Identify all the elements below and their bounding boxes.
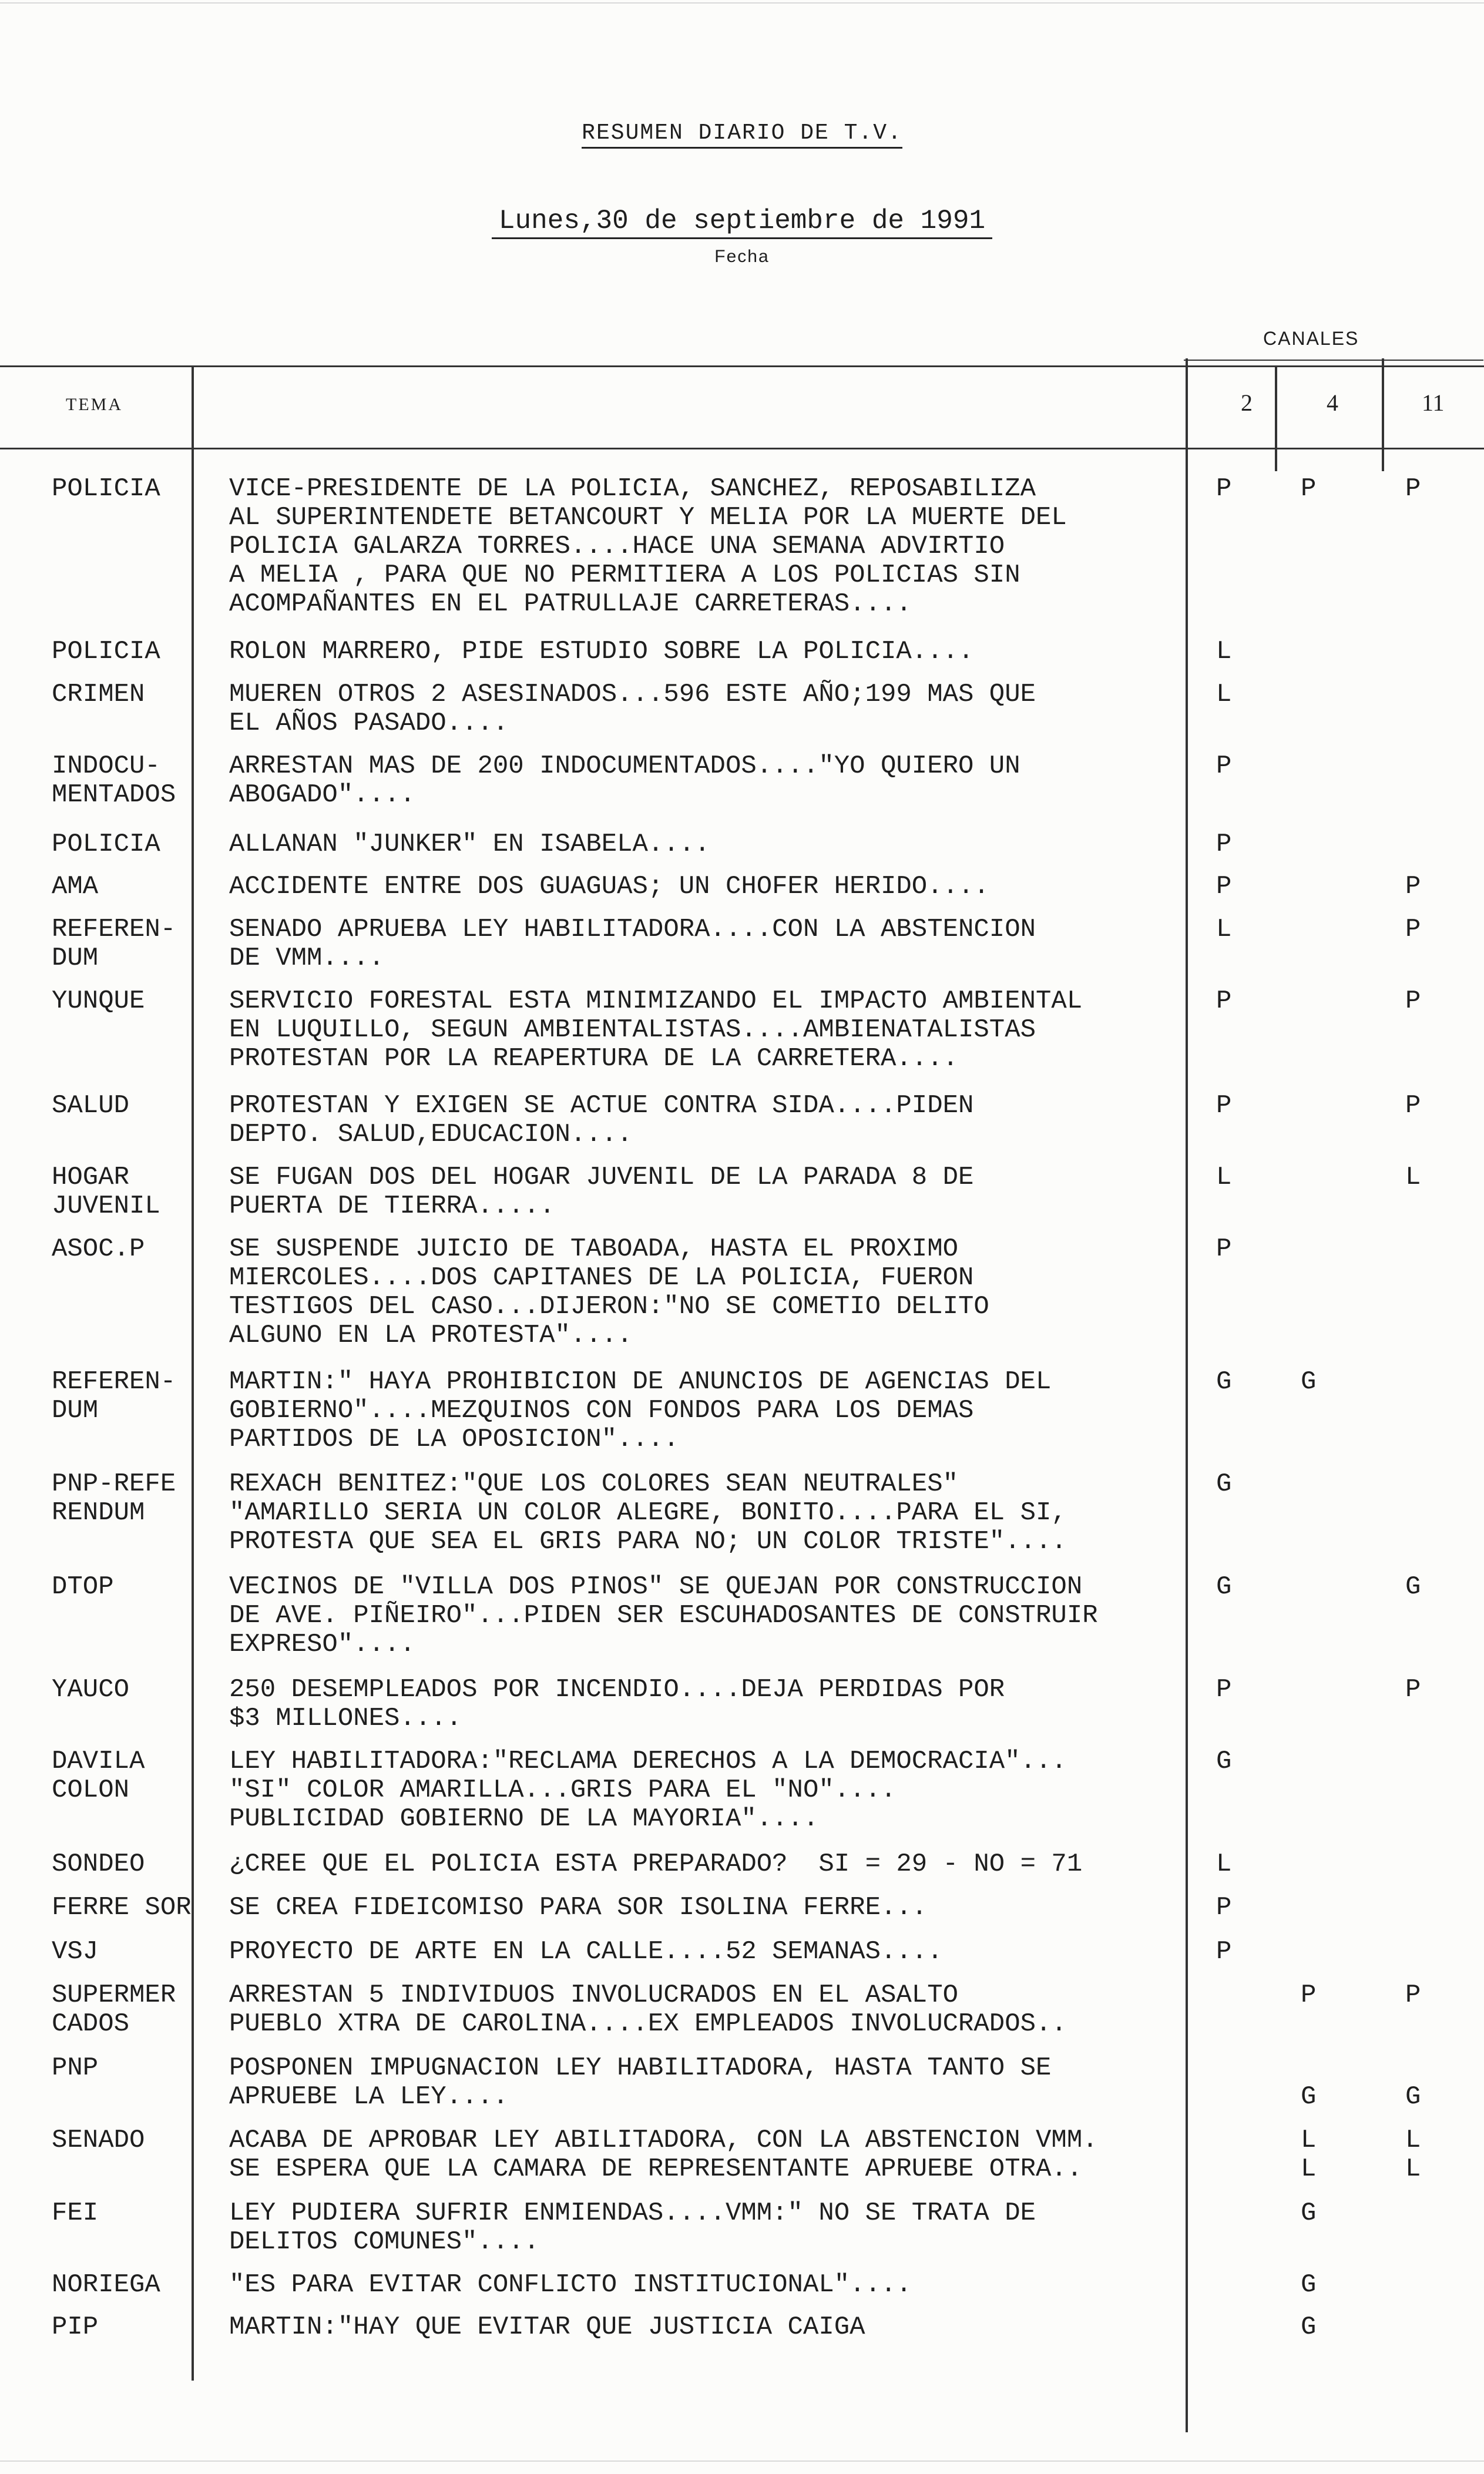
scan-edge-top xyxy=(0,2,1484,4)
row-channel-11-mark: L xyxy=(1405,1163,1421,1192)
row-topic: YUNQUE xyxy=(52,986,145,1016)
row-description: SE CREA FIDEICOMISO PARA SOR ISOLINA FERRE... xyxy=(229,1893,928,1922)
row-topic: PNP-REFE RENDUM xyxy=(52,1469,176,1528)
row-channel-2-mark: G xyxy=(1216,1367,1232,1397)
row-channel-11-mark: P xyxy=(1405,915,1421,944)
row-topic: REFEREN- DUM xyxy=(52,1367,176,1425)
channels-label: CANALES xyxy=(1263,328,1359,349)
date-line: Lunes,30 de septiembre de 1991 xyxy=(0,206,1484,236)
row-topic: ASOC.P xyxy=(52,1234,145,1264)
row-channel-11-mark: P xyxy=(1405,986,1421,1016)
row-channel-11-mark: L L xyxy=(1405,2126,1421,2184)
row-description: ROLON MARRERO, PIDE ESTUDIO SOBRE LA POLICIA.... xyxy=(229,637,974,666)
channel-11-divider xyxy=(1382,358,1384,471)
row-topic: AMA xyxy=(52,872,99,901)
row-description: ACABA DE APROBAR LEY ABILITADORA, CON LA ABSTENCION VMM. SE ESPERA QUE LA CAMARA DE REPRESENTANTE APRUEBE OTRA.. xyxy=(229,2126,1098,2184)
table-top-rule xyxy=(0,365,1484,367)
row-channel-11-mark: P xyxy=(1405,474,1421,503)
row-channel-4-mark: P xyxy=(1301,1980,1317,2010)
row-description: "ES PARA EVITAR CONFLICTO INSTITUCIONAL".... xyxy=(229,2270,912,2300)
row-channel-4-mark: G xyxy=(1301,2198,1317,2228)
row-topic: HOGAR JUVENIL xyxy=(52,1163,160,1221)
scan-edge-bottom xyxy=(0,2460,1484,2462)
row-topic: POLICIA xyxy=(52,830,160,859)
row-description: LEY HABILITADORA:"RECLAMA DERECHOS A LA DEMOCRACIA"... "SI" COLOR AMARILLA...GRIS PARA EL "NO".... PUBLICIDAD GOBIERNO DE LA MAYORIA".... xyxy=(229,1747,1067,1834)
row-topic: DAVILA COLON xyxy=(52,1747,145,1805)
channel-4-divider xyxy=(1275,365,1277,471)
row-channel-11-mark: P xyxy=(1405,872,1421,901)
channels-rule xyxy=(1184,360,1483,361)
row-channel-2-mark: P xyxy=(1216,986,1232,1016)
row-channel-2-mark: P xyxy=(1216,1675,1232,1704)
row-channel-2-mark: P xyxy=(1216,830,1232,859)
row-channel-2-mark: P xyxy=(1216,872,1232,901)
row-topic: PNP xyxy=(52,2053,99,2083)
row-channel-2-mark: G xyxy=(1216,1572,1232,1602)
row-description: MARTIN:"HAY QUE EVITAR QUE JUSTICIA CAIGA xyxy=(229,2312,865,2342)
row-channel-2-mark: G xyxy=(1216,1747,1232,1776)
row-description: SE FUGAN DOS DEL HOGAR JUVENIL DE LA PARADA 8 DE PUERTA DE TIERRA..... xyxy=(229,1163,974,1221)
row-channel-2-mark: G xyxy=(1216,1469,1232,1499)
row-description: MUEREN OTROS 2 ASESINADOS...596 ESTE AÑO;199 MAS QUE EL AÑOS PASADO.... xyxy=(229,680,1036,738)
row-topic: SALUD xyxy=(52,1091,130,1120)
row-description: VECINOS DE "VILLA DOS PINOS" SE QUEJAN POR CONSTRUCCION DE AVE. PIÑEIRO"...PIDEN SER ESCUHADOSANTES DE CONSTRUIR EXPRESO".... xyxy=(229,1572,1098,1659)
row-topic: SONDEO xyxy=(52,1849,145,1879)
row-topic: PIP xyxy=(52,2312,99,2342)
row-topic: FEI xyxy=(52,2198,99,2228)
row-channel-4-mark: L L xyxy=(1301,2126,1317,2184)
row-topic: SENADO xyxy=(52,2126,145,2155)
row-topic: POLICIA xyxy=(52,474,160,503)
row-channel-11-mark: P xyxy=(1405,1091,1421,1120)
row-topic: CRIMEN xyxy=(52,680,145,709)
row-channel-2-mark: P xyxy=(1216,1893,1232,1922)
row-description: MARTIN:" HAYA PROHIBICION DE ANUNCIOS DE AGENCIAS DEL GOBIERNO"....MEZQUINOS CON FONDOS PARA LOS DEMAS PARTIDOS DE LA OPOSICION".... xyxy=(229,1367,1052,1454)
row-description: SERVICIO FORESTAL ESTA MINIMIZANDO EL IMPACTO AMBIENTAL EN LUQUILLO, SEGUN AMBIENTALISTAS....AMBIENATALISTAS PROTESTAN POR LA REAPERTURA DE LA CARRETERA.... xyxy=(229,986,1083,1073)
row-topic: NORIEGA xyxy=(52,2270,160,2300)
header-bottom-rule xyxy=(0,448,1484,449)
row-channel-2-mark: L xyxy=(1216,915,1232,944)
row-description: ¿CREE QUE EL POLICIA ESTA PREPARADO? SI = 29 - NO = 71 xyxy=(229,1849,1083,1879)
row-channel-4-mark: G xyxy=(1301,2082,1317,2112)
channel-4-header: 4 xyxy=(1327,390,1338,416)
row-channel-2-mark: P xyxy=(1216,1091,1232,1120)
row-description: 250 DESEMPLEADOS POR INCENDIO....DEJA PERDIDAS POR $3 MILLONES.... xyxy=(229,1675,1005,1733)
row-channel-4-mark: G xyxy=(1301,2312,1317,2342)
row-channel-2-mark: P xyxy=(1216,1937,1232,1966)
row-channel-4-mark: G xyxy=(1301,2270,1317,2300)
row-topic: YAUCO xyxy=(52,1675,130,1704)
row-channel-2-mark: P xyxy=(1216,474,1232,503)
row-description: ACCIDENTE ENTRE DOS GUAGUAS; UN CHOFER HERIDO.... xyxy=(229,872,989,901)
row-channel-2-mark: L xyxy=(1216,1163,1232,1192)
row-topic: REFEREN- DUM xyxy=(52,915,176,973)
row-topic: FERRE SOR xyxy=(52,1893,192,1922)
row-topic: DTOP xyxy=(52,1572,114,1602)
row-channel-11-mark: G xyxy=(1405,1572,1421,1602)
tema-column-header: TEMA xyxy=(66,395,123,414)
channel-11-header: 11 xyxy=(1422,390,1445,416)
row-description: ARRESTAN 5 INDIVIDUOS INVOLUCRADOS EN EL ASALTO PUEBLO XTRA DE CAROLINA....EX EMPLEADOS INVOLUCRADOS.. xyxy=(229,1980,1067,2039)
date-label: Fecha xyxy=(714,247,770,266)
row-topic: INDOCU- MENTADOS xyxy=(52,751,176,810)
document-title: RESUMEN DIARIO DE T.V. xyxy=(0,120,1484,146)
row-channel-2-mark: L xyxy=(1216,637,1232,666)
row-channel-2-mark: P xyxy=(1216,1234,1232,1264)
row-description: PROYECTO DE ARTE EN LA CALLE....52 SEMANAS.... xyxy=(229,1937,943,1966)
row-channel-11-mark: P xyxy=(1405,1675,1421,1704)
row-description: REXACH BENITEZ:"QUE LOS COLORES SEAN NEUTRALES" "AMARILLO SERIA UN COLOR ALEGRE, BONITO....PARA EL SI, PROTESTA QUE SEA EL GRIS PARA NO; UN COLOR TRISTE".... xyxy=(229,1469,1067,1556)
row-description: PROTESTAN Y EXIGEN SE ACTUE CONTRA SIDA....PIDEN DEPTO. SALUD,EDUCACION.... xyxy=(229,1091,974,1149)
channel-2-header: 2 xyxy=(1241,390,1253,416)
row-channel-11-mark: P xyxy=(1405,1980,1421,2010)
row-description: SENADO APRUEBA LEY HABILITADORA....CON LA ABSTENCION DE VMM.... xyxy=(229,915,1036,973)
row-channel-4-mark: G xyxy=(1301,1367,1317,1397)
row-description: LEY PUDIERA SUFRIR ENMIENDAS....VMM:" NO SE TRATA DE DELITOS COMUNES".... xyxy=(229,2198,1036,2257)
row-description: POSPONEN IMPUGNACION LEY HABILITADORA, HASTA TANTO SE APRUEBE LA LEY.... xyxy=(229,2053,1052,2112)
row-channel-2-mark: P xyxy=(1216,751,1232,781)
row-description: SE SUSPENDE JUICIO DE TABOADA, HASTA EL PROXIMO MIERCOLES....DOS CAPITANES DE LA POLICIA, FUERON TESTIGOS DEL CASO...DIJERON:"NO SE COMETIO DELITO ALGUNO EN LA PROTESTA".... xyxy=(229,1234,989,1350)
row-description: ALLANAN "JUNKER" EN ISABELA.... xyxy=(229,830,710,859)
row-description: ARRESTAN MAS DE 200 INDOCUMENTADOS...."YO QUIERO UN ABOGADO".... xyxy=(229,751,1020,810)
row-channel-11-mark: G xyxy=(1405,2082,1421,2112)
row-channel-2-mark: L xyxy=(1216,1849,1232,1879)
row-description: VICE-PRESIDENTE DE LA POLICIA, SANCHEZ, REPOSABILIZA AL SUPERINTENDETE BETANCOURT Y MELIA POR LA MUERTE DEL POLICIA GALARZA TORRES....HACE UNA SEMANA ADVIRTIO A MELIA , PARA QUE NO PERMITIERA A LOS POLICIAS SIN ACOMPAÑANTES EN EL PATRULLAJE CARRETERAS.... xyxy=(229,474,1067,619)
row-channel-4-mark: P xyxy=(1301,474,1317,503)
row-topic: VSJ xyxy=(52,1937,99,1966)
row-topic: POLICIA xyxy=(52,637,160,666)
row-channel-2-mark: L xyxy=(1216,680,1232,709)
row-topic: SUPERMER CADOS xyxy=(52,1980,176,2039)
